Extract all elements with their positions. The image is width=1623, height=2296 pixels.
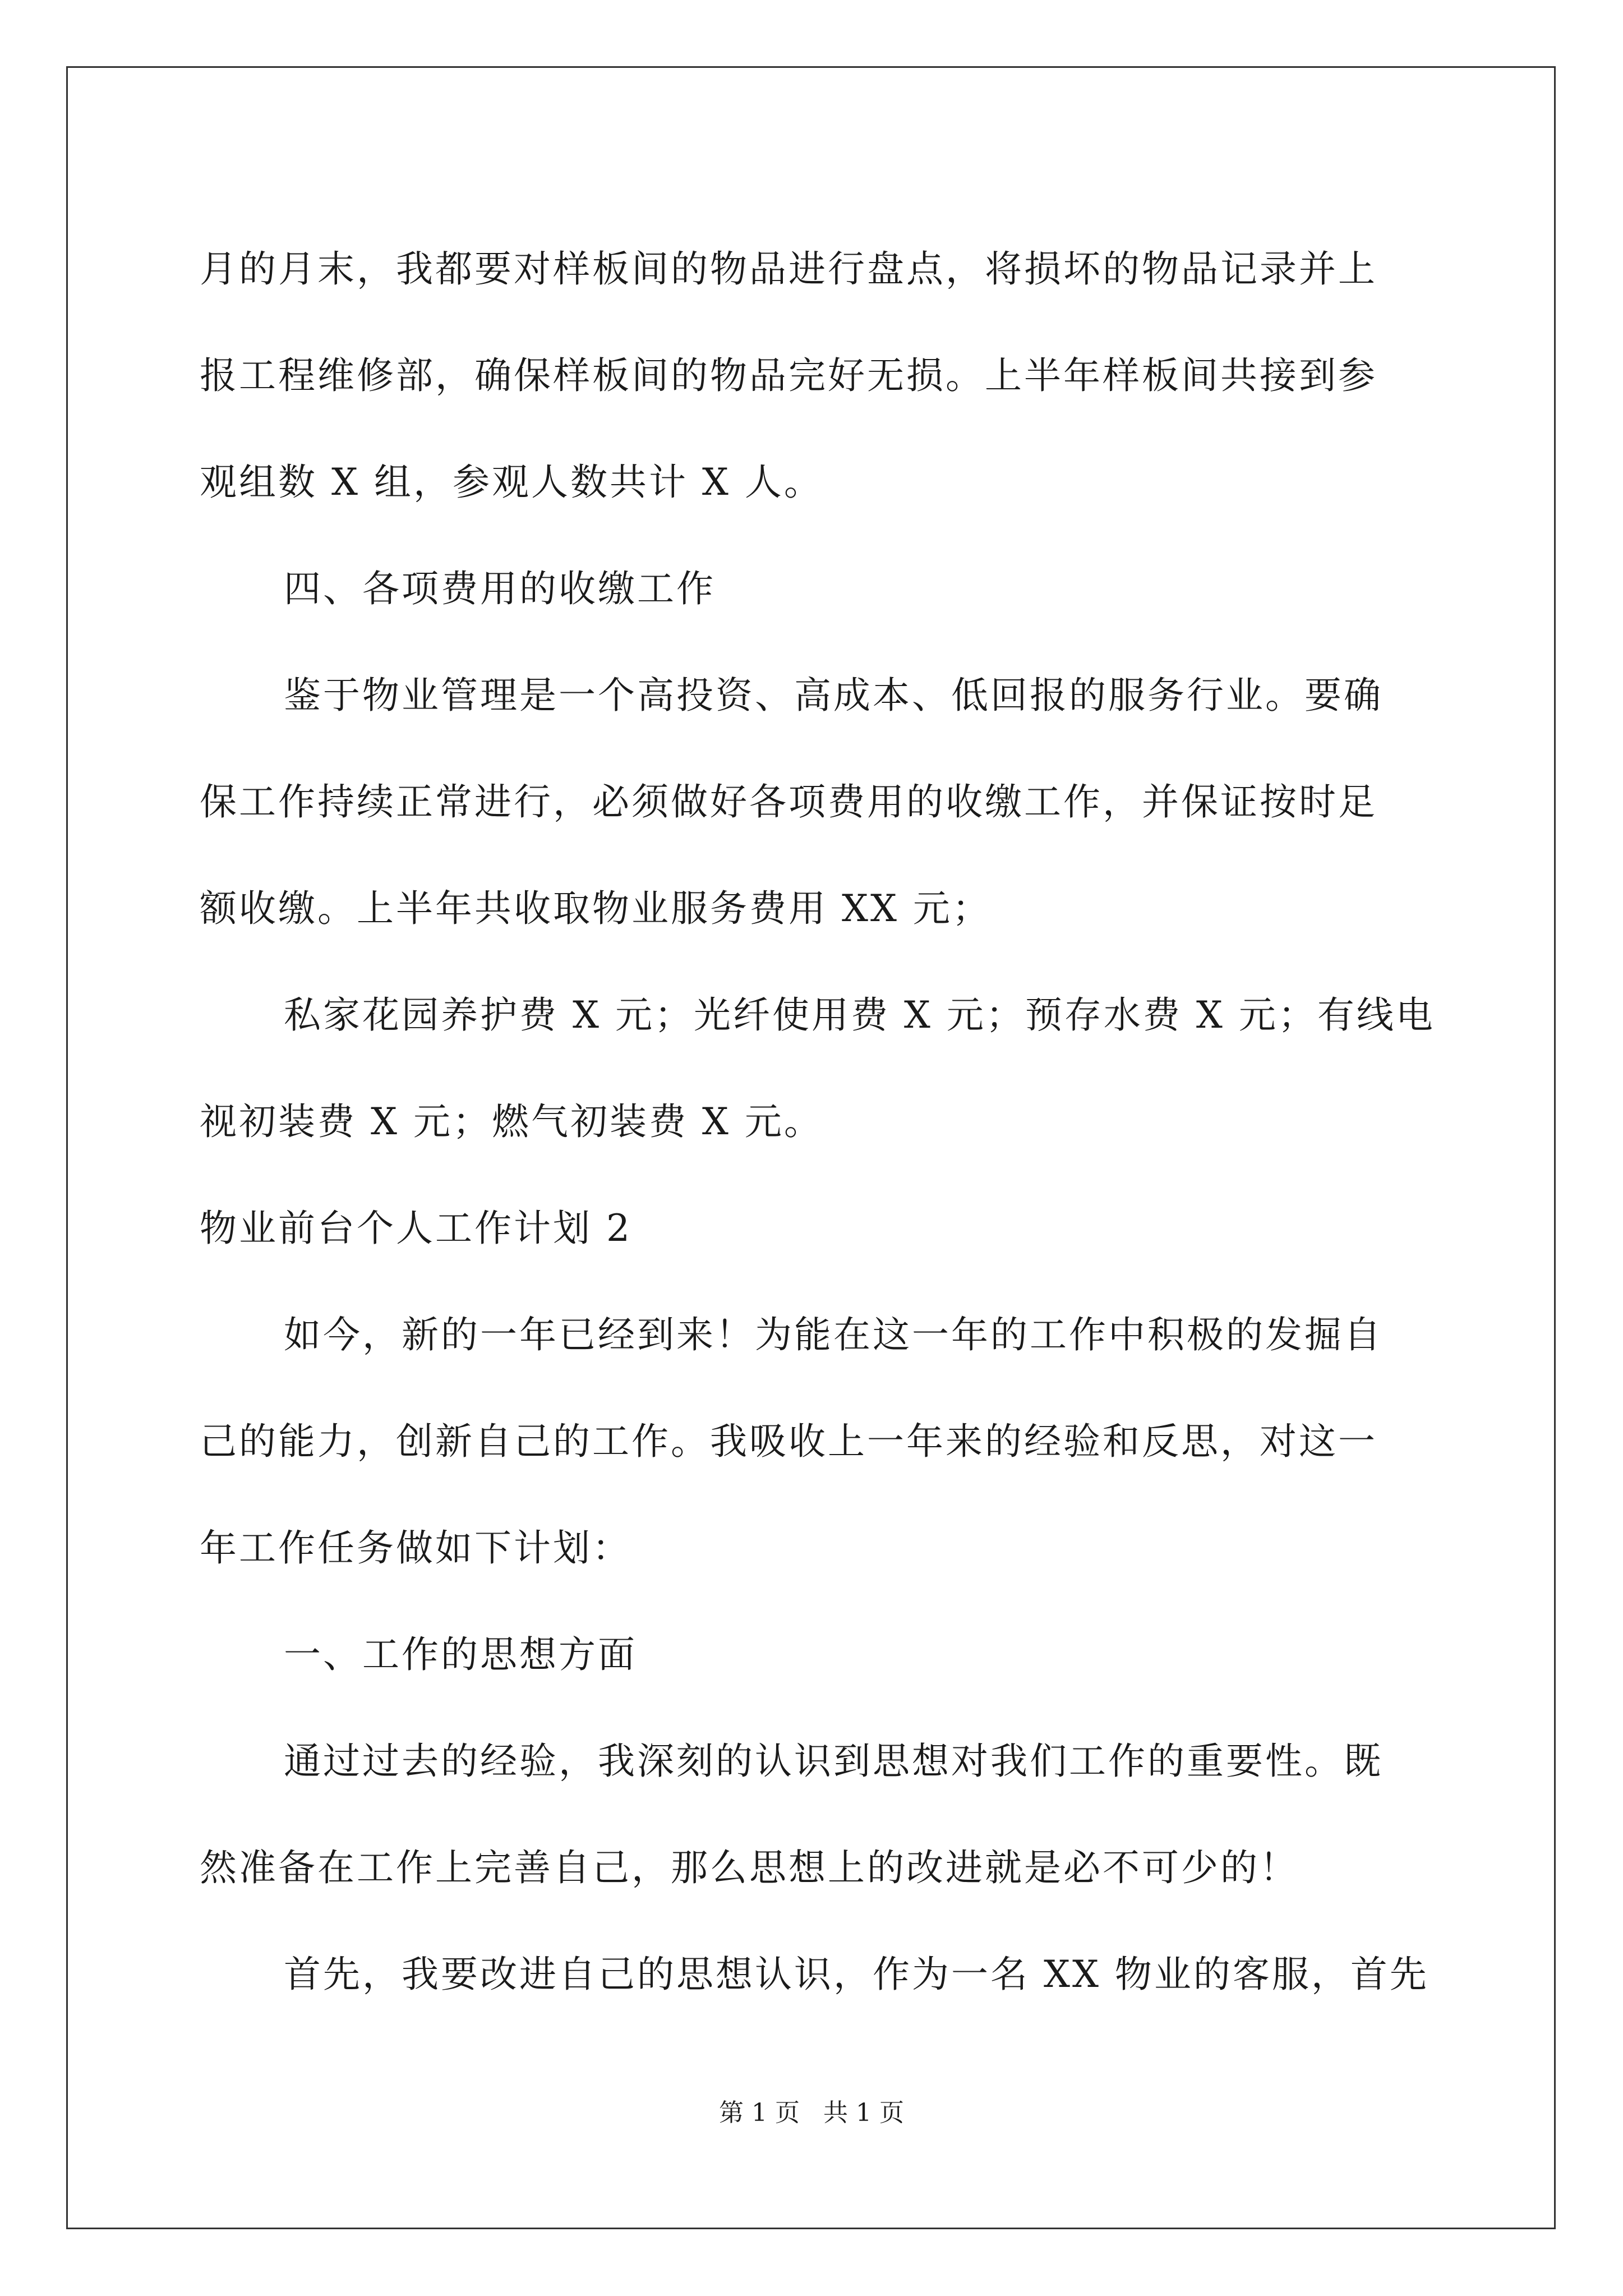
- document-title: 物业前台个人工作计划 2: [200, 1207, 632, 1250]
- text-line: 然准备在工作上完善自己，那么思想上的改进就是必不可少的！: [200, 1846, 1299, 1889]
- text-line: 报工程维修部，确保样板间的物品完好无损。上半年样板间共接到参: [200, 354, 1377, 397]
- text-line: 鉴于物业管理是一个高投资、高成本、低回报的服务行业。要确: [284, 674, 1383, 717]
- text-line: 如今，新的一年已经到来！为能在这一年的工作中积极的发掘自: [284, 1313, 1383, 1356]
- text-line: 保工作持续正常进行，必须做好各项费用的收缴工作，并保证按时足: [200, 780, 1377, 823]
- document-body: [200, 216, 1433, 2028]
- text-line: 额收缴。上半年共收取物业服务费用 XX 元；: [200, 887, 992, 930]
- text-line: 年工作任务做如下计划：: [200, 1526, 631, 1570]
- text-line: 私家花园养护费 X 元；光纤使用费 X 元；预存水费 X 元；有线电: [284, 993, 1435, 1037]
- text-line: 月的月末，我都要对样板间的物品进行盘点，将损坏的物品记录并上: [200, 247, 1377, 291]
- section-heading: 一、工作的思想方面: [284, 1633, 637, 1676]
- text-line: 视初装费 X 元；燃气初装费 X 元。: [200, 1100, 823, 1143]
- section-heading: 四、各项费用的收缴工作: [284, 567, 716, 610]
- text-line: 己的能力，创新自己的工作。我吸收上一年来的经验和反思，对这一: [200, 1420, 1377, 1463]
- text-line: 通过过去的经验，我深刻的认识到思想对我们工作的重要性。既: [284, 1740, 1383, 1783]
- page-number-footer: 第 1 页 共 1 页: [719, 2099, 904, 2127]
- text-line: 首先，我要改进自己的思想认识，作为一名 XX 物业的客服，首先: [284, 1953, 1429, 1996]
- text-line: 观组数 X 组，参观人数共计 X 人。: [200, 461, 823, 504]
